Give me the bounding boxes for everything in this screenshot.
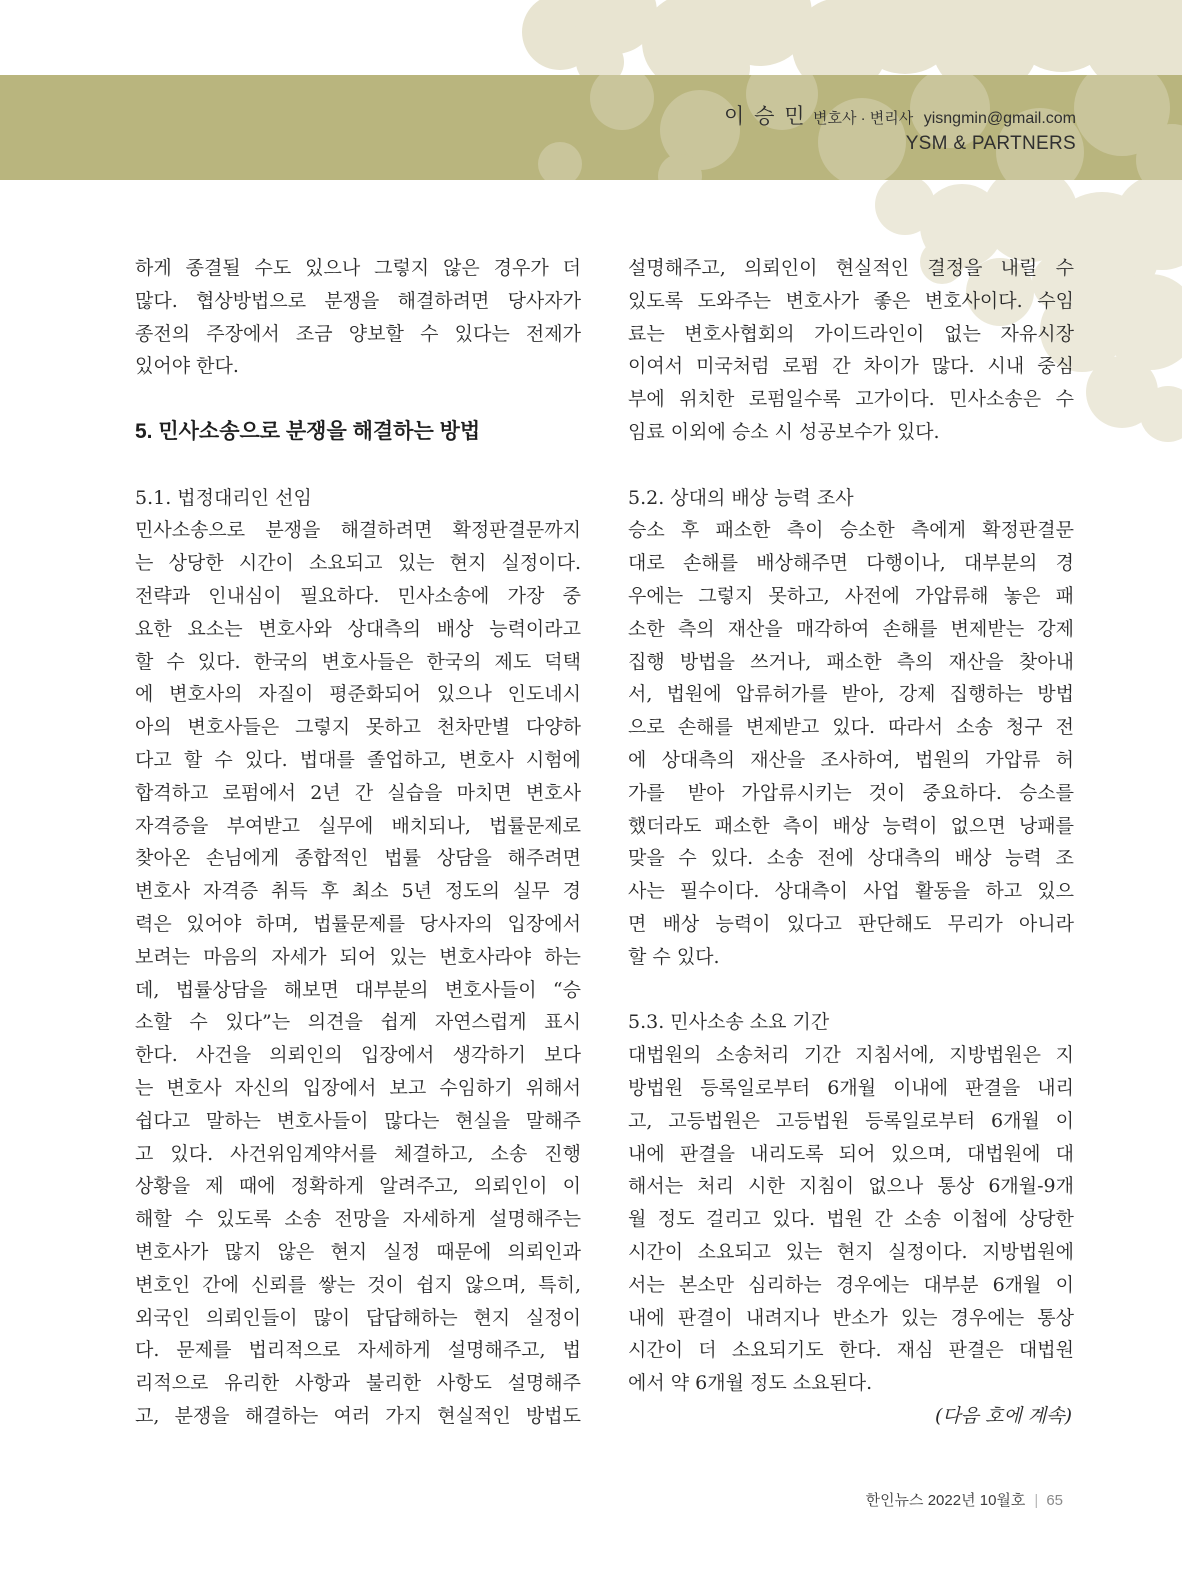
spacer — [628, 974, 1074, 1007]
text-line: 소할 수 있다”는 의견을 쉽게 자연스럽게 표시 — [135, 1011, 581, 1034]
text-line: 합격하고 로펌에서 2년 간 실습을 마치면 변호사 — [135, 781, 581, 804]
author-byline — [724, 102, 1076, 132]
text-line: 대법원의 소송처리 기간 지침서에, 지방법원은 지 — [628, 1044, 1074, 1067]
text-line: 변호사 자격증 취득 후 최소 5년 정도의 실무 경 — [135, 880, 581, 903]
text-line: 승소 후 패소한 측이 승소한 측에게 확정판결문 — [628, 519, 1074, 542]
text-line: 다. 문제를 법리적으로 자세하게 설명해주고, 법 — [135, 1339, 581, 1362]
subsection-paragraph — [135, 514, 581, 1432]
page-number: 65 — [1046, 1492, 1063, 1509]
text-line: 고 있다. 사건위임계약서를 체결하고, 소송 진행 — [135, 1142, 581, 1165]
text-line: 있도록 도와주는 변호사가 좋은 변호사이다. 수임 — [628, 289, 1074, 312]
subsection-paragraph — [628, 514, 1074, 973]
author-name: 이 승 민 — [724, 105, 807, 128]
text-line: 민사소송으로 분쟁을 해결하려면 확정판결문까지 — [135, 519, 581, 542]
subsection-title: 5.3. 민사소송 소요 기간 — [628, 1011, 830, 1034]
text-line: 소한 측의 재산을 매각하여 손해를 변제받는 강제 — [628, 617, 1074, 640]
text-line: 할 수 있다. — [628, 945, 720, 968]
text-line: 방법원 등록일로부터 6개월 이내에 판결을 내리 — [628, 1076, 1074, 1099]
page-footer — [866, 1490, 1063, 1512]
text-line: 월 정도 걸리고 있다. 법원 간 소송 이첩에 상당한 — [628, 1208, 1074, 1231]
text-line: 내에 판결을 내리도록 되어 있으며, 대법원에 대 — [628, 1142, 1074, 1165]
text-line: 외국인 의뢰인들이 많이 답답해하는 현지 실정이 — [135, 1306, 581, 1329]
text-line: 많다. 협상방법으로 분쟁을 해결하려면 당사자가 — [135, 289, 581, 312]
text-line: 에서 약 6개월 정도 소요된다. — [628, 1372, 873, 1395]
text-line: 보려는 마음의 자세가 되어 있는 변호사라야 하는 — [135, 945, 581, 968]
text-line: 고, 고등법원은 고등법원 등록일로부터 6개월 이 — [628, 1109, 1074, 1132]
subsection-paragraph — [628, 1039, 1074, 1400]
text-line: 종전의 주장에서 조금 양보할 수 있다는 전제가 — [135, 322, 581, 345]
publication-name: 한인뉴스 2022년 10월호 — [865, 1492, 1026, 1509]
text-line: 집행 방법을 쓰거나, 패소한 측의 재산을 찾아내 — [628, 650, 1074, 673]
text-line: 서는 본소만 심리하는 경우에는 대부분 6개월 이 — [628, 1273, 1074, 1296]
text-line: 면 배상 능력이 있다고 판단해도 무리가 아니라 — [628, 912, 1074, 935]
text-line: 설명해주고, 의뢰인이 현실적인 결정을 내릴 수 — [628, 257, 1074, 279]
text-line: 자격증을 부여받고 실무에 배치되나, 법률문제로 — [135, 814, 581, 837]
text-line: 맞을 수 있다. 소송 전에 상대측의 배상 능력 조 — [628, 847, 1074, 870]
article-right-column — [628, 252, 1074, 1433]
text-line: 해서는 처리 시한 지침이 없으나 통상 6개월-9개 — [628, 1175, 1074, 1198]
text-line: 대로 손해를 배상해주면 다행이나, 대부분의 경 — [628, 552, 1074, 575]
continued-paragraph — [628, 252, 1074, 449]
text-line: 부에 위치한 로펌일수록 고가이다. 민사소송은 수 — [628, 388, 1074, 411]
text-line: 리적으로 유리한 사항과 불리한 사항도 설명해주 — [135, 1372, 581, 1395]
text-line: 해할 수 있도록 소송 전망을 자세하게 설명해주는 — [135, 1208, 581, 1231]
text-line: 하게 종결될 수도 있으나 그렇지 않은 경우가 더 — [135, 257, 581, 279]
text-line: 에 상대측의 재산을 조사하여, 법원의 가압류 허 — [628, 748, 1074, 771]
text-line: 시간이 소요되고 있는 현지 실정이다. 지방법원에 — [628, 1240, 1074, 1263]
text-line: 다고 할 수 있다. 법대를 졸업하고, 변호사 시험에 — [135, 748, 581, 771]
continuation-note: (다음 호에 계속) — [934, 1404, 1072, 1427]
text-line: 고, 분쟁을 해결하는 여러 가지 현실적인 방법도 — [135, 1404, 581, 1427]
text-line: 아의 변호사들은 그렇지 못하고 천차만별 다양하 — [135, 716, 581, 739]
text-line: 료는 변호사협회의 가이드라인이 없는 자유시장 — [628, 322, 1074, 345]
text-line: 요한 요소는 변호사와 상대측의 배상 능력이라고 — [135, 617, 581, 640]
text-line: 는 변호사 자신의 입장에서 보고 수임하기 위해서 — [135, 1076, 581, 1099]
subsection-title: 5.2. 상대의 배상 능력 조사 — [628, 486, 854, 509]
text-line: 서, 법원에 압류허가를 받아, 강제 집행하는 방법 — [628, 683, 1074, 706]
spacer — [628, 449, 1074, 482]
text-line: 내에 판결이 내려지나 반소가 있는 경우에는 통상 — [628, 1306, 1074, 1329]
article-left-column — [135, 252, 581, 1433]
text-line: 사는 필수이다. 상대측이 사업 활동을 하고 있으 — [628, 880, 1074, 903]
author-info — [724, 102, 1076, 156]
text-line: 시간이 더 소요되기도 한다. 재심 판결은 대법원 — [628, 1339, 1074, 1362]
text-line: 찾아온 손님에게 종합적인 법률 상담을 해주려면 — [135, 847, 581, 870]
text-line: 가를 받아 가압류시키는 것이 중요하다. 승소를 — [628, 781, 1074, 804]
subsection-title: 5.1. 법정대리인 선임 — [135, 486, 312, 509]
spacer — [135, 449, 581, 482]
text-line: 상황을 제 때에 정확하게 알려주고, 의뢰인이 이 — [135, 1175, 581, 1198]
author-title: 변호사 · 변리사 — [812, 110, 914, 127]
text-line: 이여서 미국처럼 로펌 간 차이가 많다. 시내 중심 — [628, 355, 1074, 378]
text-line: 전략과 인내심이 필요하다. 민사소송에 가장 중 — [135, 584, 581, 607]
continued-paragraph — [135, 252, 581, 383]
text-line: 했더라도 패소한 측이 배상 능력이 없으면 낭패를 — [628, 814, 1074, 837]
text-line: 있어야 한다. — [135, 355, 239, 378]
text-line: 는 상당한 시간이 소요되고 있는 현지 실정이다. — [135, 552, 581, 575]
text-line: 으로 손해를 변제받고 있다. 따라서 소송 청구 전 — [628, 716, 1074, 739]
text-line: 데, 법률상담을 해보면 대부분의 변호사들이 “승 — [135, 978, 581, 1001]
text-line: 임료 이외에 승소 시 성공보수가 있다. — [628, 420, 940, 443]
author-email: yisngmin@gmail.com — [923, 110, 1076, 127]
section-title: 5. 민사소송으로 분쟁을 해결하는 방법 — [135, 419, 481, 443]
text-line: 우에는 그렇지 못하고, 사전에 가압류해 놓은 패 — [628, 584, 1074, 607]
text-line: 변호사가 많지 않은 현지 실정 때문에 의뢰인과 — [135, 1240, 581, 1263]
text-line: 에 변호사의 자질이 평준화되어 있으나 인도네시 — [135, 683, 581, 706]
text-line: 할 수 있다. 한국의 변호사들은 한국의 제도 덕택 — [135, 650, 581, 673]
spacer — [135, 383, 581, 416]
text-line: 변호인 간에 신뢰를 쌓는 것이 쉽지 않으며, 특히, — [135, 1273, 581, 1296]
text-line: 력은 있어야 하며, 법률문제를 당사자의 입장에서 — [135, 912, 581, 935]
firm-name: YSM & PARTNERS — [905, 133, 1076, 154]
footer-separator: | — [1034, 1492, 1039, 1509]
text-line: 쉽다고 말하는 변호사들이 많다는 현실을 말해주 — [135, 1109, 581, 1132]
text-line: 한다. 사건을 의뢰인의 입장에서 생각하기 보다 — [135, 1044, 581, 1067]
